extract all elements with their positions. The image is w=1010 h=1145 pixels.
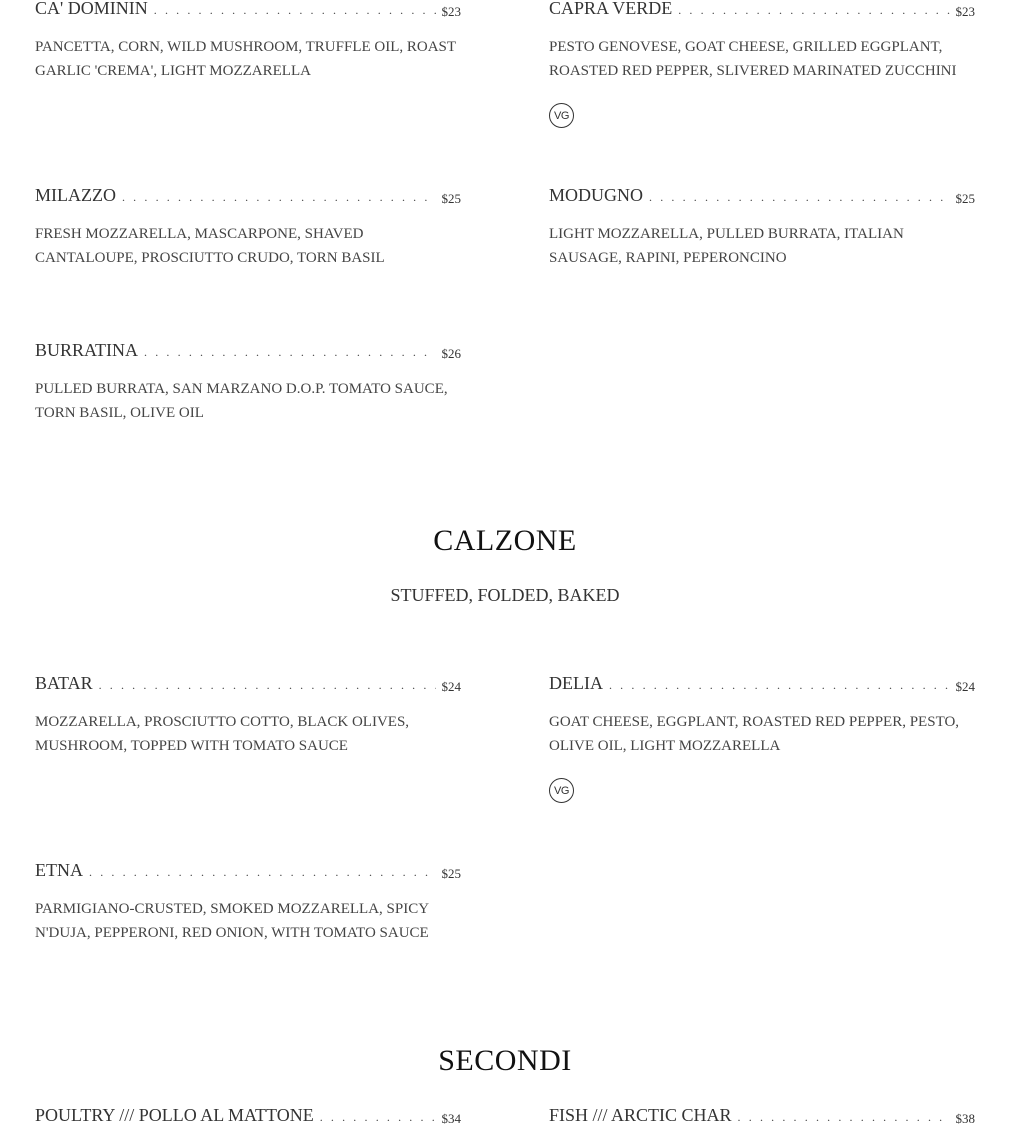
dot-leader (99, 674, 436, 696)
menu-item-modugno (549, 184, 975, 270)
vegetarian-icon: VG (549, 103, 574, 128)
menu-item-burratina (35, 339, 461, 425)
dot-leader (678, 0, 949, 21)
menu-item-header (549, 184, 975, 206)
menu-item-name: BURRATINA (35, 340, 139, 360)
dot-leader (738, 1106, 950, 1128)
menu-item-name: FISH /// ARCTIC CHAR (549, 1105, 732, 1125)
menu-item-header (35, 859, 461, 881)
menu-item-delia (549, 672, 975, 803)
menu-item-description: PANCETTA, CORN, WILD MUSHROOM, TRUFFLE OIL, ROAST GARLIC 'CREMA', LIGHT MOZZARELLA (35, 39, 456, 79)
dot-leader (154, 0, 436, 21)
menu-item-milazzo (35, 184, 461, 270)
dot-leader (89, 861, 436, 883)
menu-item-name: CA' DOMININ (35, 0, 148, 18)
menu-item-header (35, 339, 461, 361)
dot-leader (649, 186, 950, 208)
menu-item-name: POULTRY /// POLLO AL MATTONE (35, 1105, 314, 1125)
menu-item-capra-verde (549, 0, 975, 128)
menu-item-header (549, 0, 975, 19)
section-title-calzone: CALZONE (433, 524, 577, 557)
menu-item-price: $25 (441, 866, 461, 881)
menu-item-ca-dominin (35, 0, 461, 83)
section-title-secondi: SECONDI (438, 1044, 572, 1077)
menu-item-etna (35, 859, 461, 945)
menu-item-price: $24 (955, 679, 975, 694)
dot-leader (144, 341, 435, 363)
dot-leader (609, 674, 950, 696)
vegetarian-icon: VG (549, 778, 574, 803)
menu-item-name: CAPRA VERDE (549, 0, 673, 18)
menu-item-header (35, 1104, 461, 1126)
menu-item-description: MOZZARELLA, PROSCIUTTO COTTO, BLACK OLIVES, MUSHROOM, TOPPED WITH TOMATO SAUCE (35, 714, 410, 754)
menu-item-description: LIGHT MOZZARELLA, PULLED BURRATA, ITALIAN SAUSAGE, RAPINI, PEPERONCINO (549, 226, 904, 266)
menu-item-price: $23 (955, 4, 975, 19)
menu-item-price: $23 (441, 4, 461, 19)
menu-item-name: MODUGNO (549, 185, 643, 205)
menu-item-price: $34 (441, 1111, 461, 1126)
menu-item-header (35, 672, 461, 694)
menu-item-name: DELIA (549, 673, 603, 693)
menu-item-arctic-char (549, 1104, 975, 1126)
menu-item-price: $26 (441, 346, 461, 361)
menu-item-header (549, 672, 975, 694)
menu-item-header (549, 1104, 975, 1126)
menu-item-description: FRESH MOZZARELLA, MASCARPONE, SHAVED CANTALOUPE, PROSCIUTTO CRUDO, TORN BASIL (35, 226, 385, 266)
menu-item-price: $25 (441, 191, 461, 206)
menu-item-name: ETNA (35, 860, 83, 880)
menu-item-pollo-al-mattone (35, 1104, 461, 1126)
menu-item-description: PESTO GENOVESE, GOAT CHEESE, GRILLED EGGPLANT, ROASTED RED PEPPER, SLIVERED MARINATED ZUCCHINI (549, 39, 957, 79)
menu-item-description: GOAT CHEESE, EGGPLANT, ROASTED RED PEPPER, PESTO, OLIVE OIL, LIGHT MOZZARELLA (549, 714, 960, 754)
dot-leader (320, 1106, 436, 1128)
menu-item-description: PARMIGIANO-CRUSTED, SMOKED MOZZARELLA, SPICY N'DUJA, PEPPERONI, RED ONION, WITH TOMATO SAUCE (35, 901, 429, 941)
menu-item-price: $25 (955, 191, 975, 206)
menu-item-price: $24 (441, 679, 461, 694)
menu-item-price: $38 (955, 1111, 975, 1126)
menu-item-batar (35, 672, 461, 758)
section-subtitle-calzone: STUFFED, FOLDED, BAKED (390, 585, 620, 605)
menu-item-name: MILAZZO (35, 185, 116, 205)
menu-item-description: PULLED BURRATA, SAN MARZANO D.O.P. TOMATO SAUCE, TORN BASIL, OLIVE OIL (35, 381, 448, 421)
menu-item-name: BATAR (35, 673, 93, 693)
menu-item-header (35, 0, 461, 19)
dot-leader (122, 186, 436, 208)
menu-item-header (35, 184, 461, 206)
